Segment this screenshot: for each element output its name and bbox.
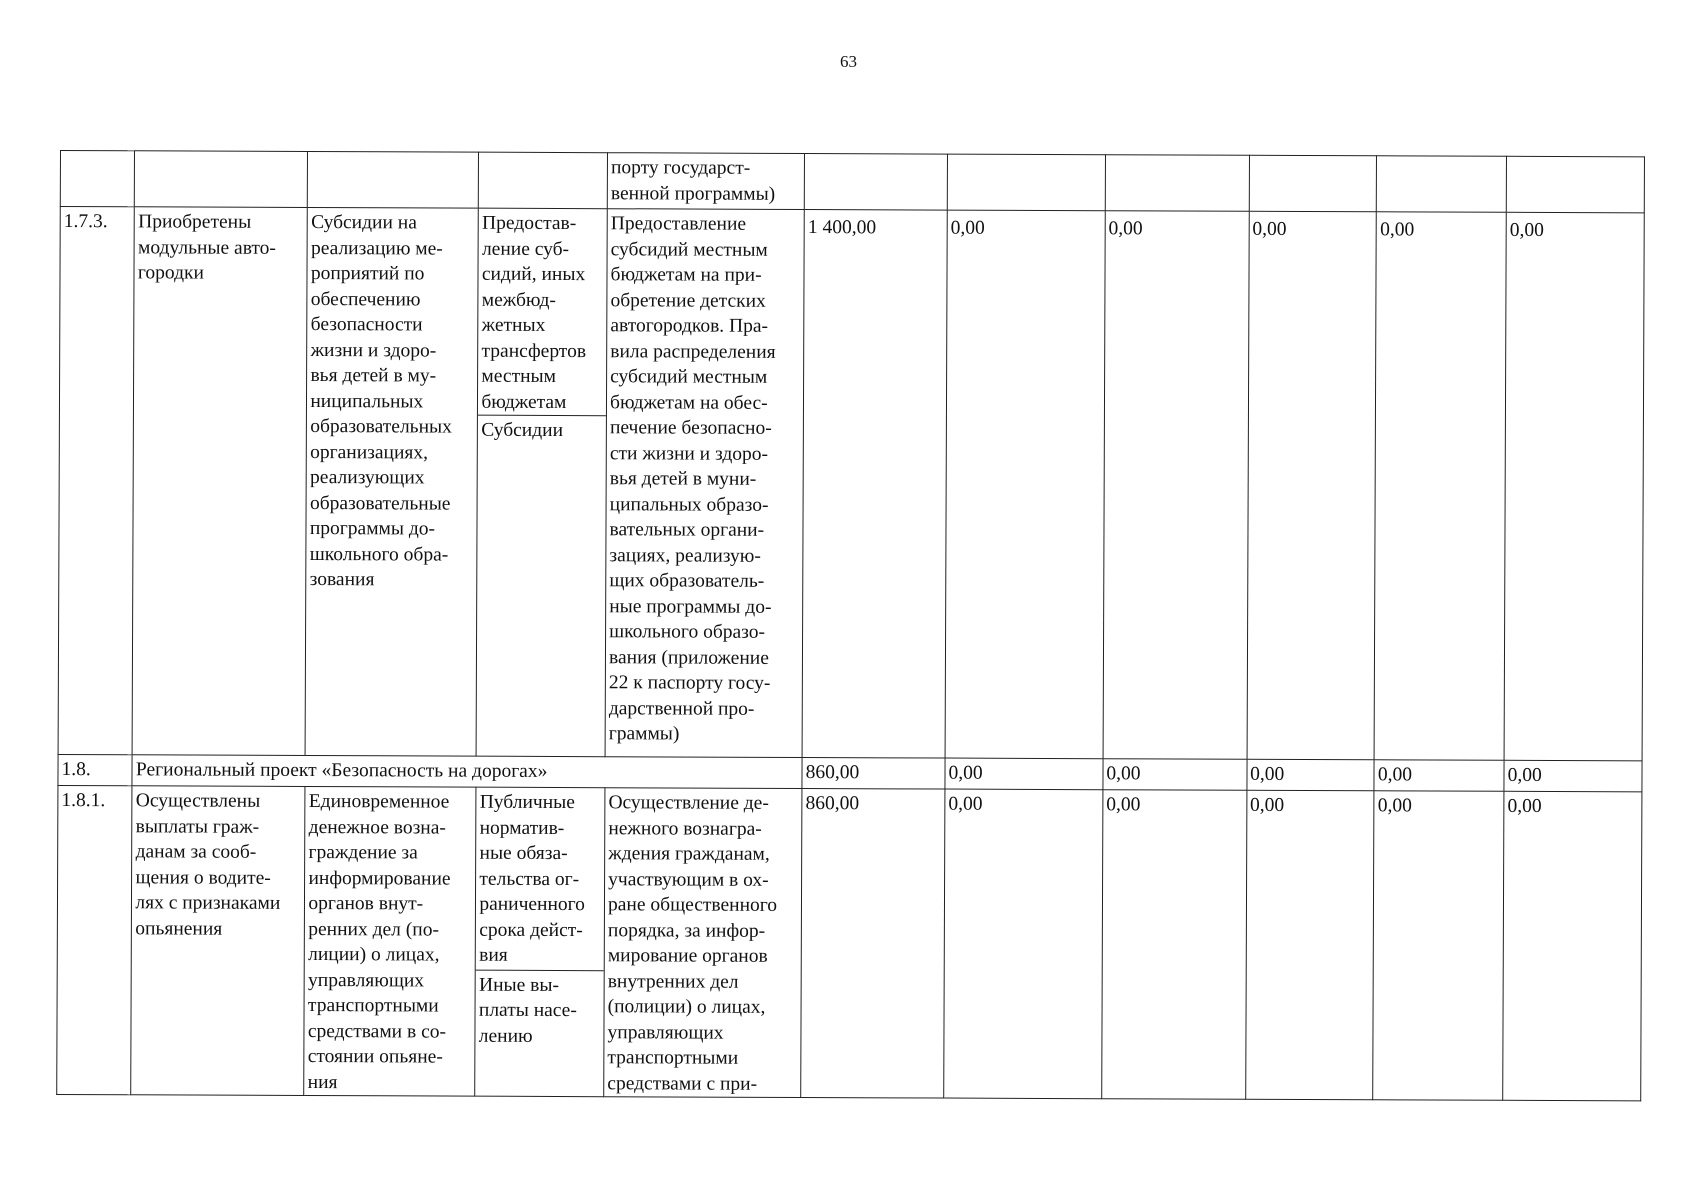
cell-amount: 0,00 (944, 789, 1103, 1099)
cell-empty (947, 154, 1105, 211)
cell-expense-type (476, 208, 607, 757)
table-row-continuation (60, 151, 1644, 213)
cell-amount: 0,00 (1374, 760, 1504, 792)
cell-amount: 0,00 (1103, 759, 1247, 791)
table-row-1-8-1 (57, 785, 1642, 1100)
cell-expense-type (475, 787, 605, 1097)
cell-amount: 0,00 (1373, 791, 1504, 1101)
cell-amount: 860,00 (801, 788, 945, 1098)
cell-project-title: Региональный проект «Безопасность на дорогах» (132, 755, 802, 789)
cell-description: Осуществление де- нежного вознагра- ждения гражданам, участвующим в ох- ране общественного порядка, за инфор- мирование органов внутренних дел (полиции) о лицах, управляющих транспортными средствами с при- (604, 788, 802, 1098)
page-number: 63 (840, 52, 857, 71)
cell-empty (1249, 155, 1377, 212)
cell-empty (308, 151, 479, 208)
cell-amount: 0,00 (945, 210, 1105, 759)
cell-empty (1105, 155, 1249, 212)
cell-amount: 1 400,00 (802, 209, 947, 758)
cell-amount: 0,00 (1503, 791, 1642, 1101)
budget-table (56, 150, 1645, 1101)
cell-empty (135, 151, 308, 208)
expense-type-subtable (478, 209, 607, 444)
cell-amount: 0,00 (945, 758, 1103, 790)
cell-item-number: 1.8. (58, 754, 133, 785)
cell-amount: 0,00 (1245, 790, 1374, 1100)
cell-result: Осуществлены выплаты граж- данам за сооб- щения о водите- лях с признаками опьянения (131, 786, 305, 1096)
table-row-1-7-3 (58, 207, 1644, 761)
cell-amount: 860,00 (802, 757, 945, 789)
cell-empty (60, 151, 135, 207)
cell-empty (1377, 156, 1507, 213)
cell-amount: 0,00 (1504, 760, 1642, 792)
cell-amount: 0,00 (1247, 211, 1377, 760)
cell-measure: Единовременное денежное возна- граждение за информирование органов внут- ренних дел (по- лиции) о лицах, управляющих транспортными средствами в со- стоянии опьяне- ния (304, 786, 476, 1096)
expense-type-subtable (476, 788, 605, 1050)
cell-amount: 0,00 (1374, 212, 1506, 761)
cell-amount: 0,00 (1102, 790, 1247, 1100)
budget-table-sheet (56, 150, 1645, 1101)
cell-result: Приобретены модульные авто- городки (132, 207, 307, 756)
cell-description-continuation: порту государст- венной программы) (607, 153, 804, 210)
cell-expense-type-sub: Субсидии (481, 419, 564, 442)
cell-amount: 0,00 (1247, 759, 1375, 791)
cell-expense-type-main: Публичные норматив- ные обяза- тельства ог- раниченного срока дейст- вия (476, 788, 604, 971)
cell-empty (1506, 156, 1644, 213)
cell-amount: 0,00 (1504, 212, 1644, 761)
cell-expense-type-sub: Иные вы- платы насе- лению (478, 974, 577, 1047)
cell-empty (479, 152, 608, 209)
cell-description: Предоставление субсидий местным бюджетам на при- обретение детских автогородков. Пра- вила распределения субсидий местным бюджетам на обес- печение безопасно- сти жизни и здоро- вья детей в муни- ципальных образо- вательных органи- зациях, реализую- щих образователь- ные программы до- школьного образо- вания (приложение 22 к паспорту госу- дарственной про- граммы) (605, 209, 804, 758)
cell-measure: Субсидии на реализацию ме- роприятий по обеспечению безопасности жизни и здоро- вья детей в му- ниципальных образовательных организациях, реализующих образовательные программы до- школьного обра- зования (305, 207, 478, 756)
cell-empty (804, 153, 947, 210)
cell-amount: 0,00 (1103, 211, 1249, 760)
cell-item-number: 1.8.1. (57, 785, 133, 1094)
cell-expense-type-main: Предостав- ление суб- сидий, иных межбюд- жетных трансфертов местным бюджетам (478, 209, 607, 416)
cell-item-number: 1.7.3. (58, 207, 135, 755)
